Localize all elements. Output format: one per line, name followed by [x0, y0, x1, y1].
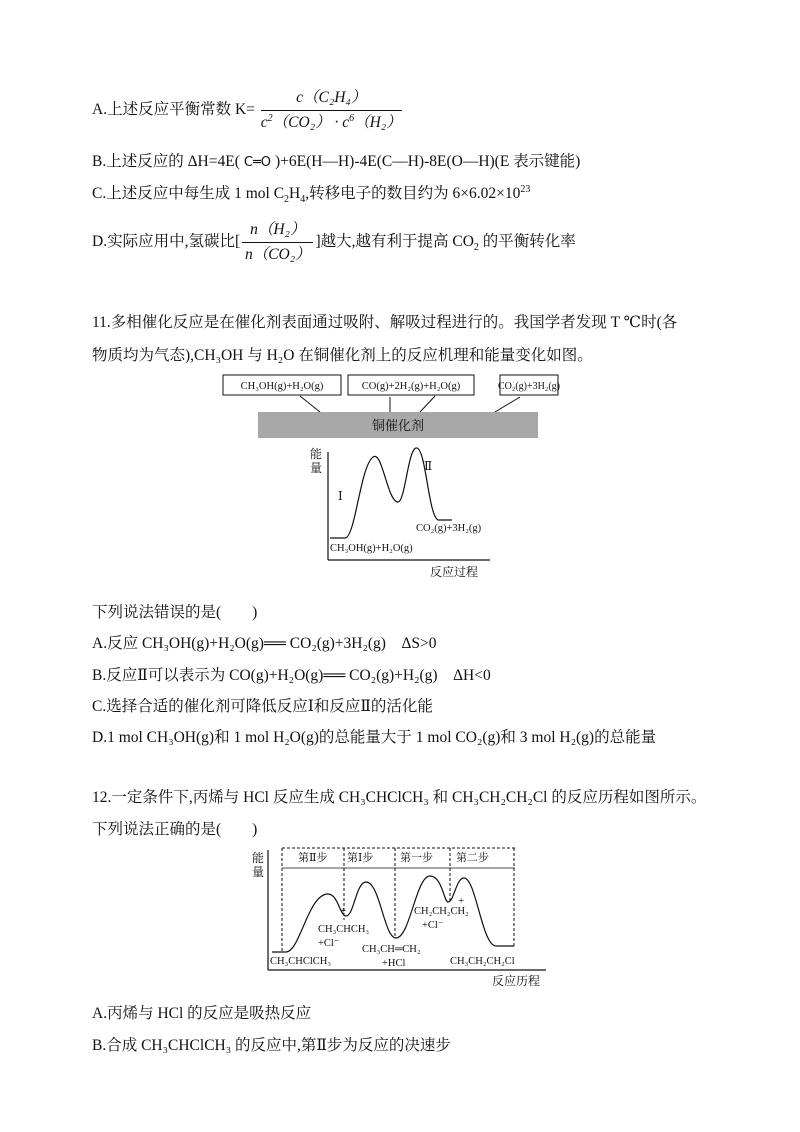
q11-option-c: C.选择合适的催化剂可降低反应Ⅰ和反应Ⅱ的活化能: [92, 698, 433, 715]
q12-step-label-1: 第Ⅱ步: [298, 852, 328, 864]
option-c-mid: H: [289, 185, 301, 202]
q11-box3: CO₂(g)+3H₂(g): [497, 381, 560, 392]
q12-option-a: A.丙烯与 HCl 的反应是吸热反应: [92, 1005, 312, 1022]
q11-stem-line2: 物质均为气态),CH₃OH 与 H₂O 在铜催化剂上的反应机理和能量变化如图。: [92, 347, 593, 364]
q11-reactant-label: CH₃OH(g)+H₂O(g): [330, 543, 413, 554]
option-b-pre: B.上述反应的 ΔH=4E(: [92, 153, 240, 170]
q12-pathway-diagram: [250, 842, 550, 990]
q11-box1: CH₃OH(g)+H₂O(g): [240, 381, 324, 392]
q11-y-label-2: 量: [310, 461, 323, 475]
q11-y-label-1: 能: [310, 447, 323, 461]
option-d: D.实际应用中,氢碳比[ $\frac{\text{n（H₂）}}{\text{n（CO₂）}}$ ]越大,越有利于提高 $CO_2$ 的平衡转化率: [92, 221, 576, 263]
q12-x-label: 反应历程: [492, 974, 541, 988]
fraction-denominator: $c^2(CO_2) \cdot c^6(H_2)$: [260, 112, 402, 131]
q12-plus-sign-1: +: [340, 905, 347, 917]
ratio-denominator: n（CO₂）: [244, 246, 311, 263]
q11-product-label: CO₂(g)+3H₂(g): [416, 523, 482, 534]
option-c-exp: 23: [520, 183, 531, 195]
option-d-pre: D.实际应用中,氢碳比[: [92, 233, 241, 251]
q12-product-2: CH₃CH₂CH₂Cl: [450, 956, 515, 967]
q11-peak2-label: Ⅱ: [424, 459, 433, 473]
q11-prompt: 下列说法错误的是( ): [92, 604, 258, 621]
q12-intermediate-1: CH₃CHCH₃: [318, 924, 370, 935]
q12-intermediate-2: CH₂CH₂CH₂: [414, 906, 469, 917]
q11-option-a: A.反应 CH₃OH(g)+H₂O(g)══ CO₂(g)+3H₂(g) ΔS>0: [92, 635, 437, 652]
option-b-post: )+6E(H—H)-4E(C—H)-8E(O—H)(E 表示键能): [275, 153, 581, 170]
q12-stem-line2: 下列说法正确的是( ): [92, 821, 258, 838]
q11-peak1-label: Ⅰ: [338, 489, 343, 503]
q12-step-label-4: 第二步: [456, 852, 489, 864]
option-d-post2: 的平衡转化率: [478, 233, 576, 251]
q12-stem-line1: 12.一定条件下,丙烯与 HCl 反应生成 CH₃CHClCH₃ 和 CH₃CH₂CH₂Cl 的反应历程如图所示。: [92, 789, 707, 806]
q12-energy-curve: [272, 876, 514, 952]
q12-plus-sign-2: +: [458, 895, 465, 907]
hydrogen-carbon-ratio: [242, 220, 313, 265]
q11-stem-line1: 11.多相催化反应是在催化剂表面通过吸附、解吸过程进行的。我国学者发现 T ℃时(各: [92, 314, 678, 331]
fraction-numerator: c（C₂H₄）: [261, 88, 402, 111]
ratio-numerator: n（H₂）: [242, 220, 313, 243]
q12-step-label-3: 第一步: [400, 852, 433, 864]
q12-hcl: +HCl: [382, 958, 406, 969]
q12-option-b: B.合成 CH₃CHClCH₃ 的反应中,第Ⅱ步为反应的决速步: [92, 1037, 451, 1054]
option-c: C.上述反应中每生成 1 mol $C_2H_4$,转移电子的数目约为 $6\times 6.02\times 10^{23}$: [92, 183, 531, 206]
q12-product-1: CH₃CHClCH₃: [270, 956, 332, 967]
q12-reactant: CH₃CH═CH₂: [362, 944, 421, 955]
option-b: [92, 152, 580, 173]
q12-cl-ion-1: +Cl⁻: [318, 938, 340, 949]
q11-catalyst-label: 铜催化剂: [371, 418, 425, 433]
option-c-post: ,转移电子的数目约为 6×6.02×10: [305, 185, 521, 202]
q11-option-b: B.反应Ⅱ可以表示为 CO(g)+H₂O(g)══ CO₂(g)+H₂(g) ΔH<0: [92, 667, 491, 684]
equilibrium-constant-fraction: [261, 88, 402, 133]
q12-step-label-2: 第Ⅰ步: [347, 852, 374, 864]
q11-x-label: 反应过程: [430, 565, 479, 579]
option-a-prefix: A.上述反应平衡常数 K=: [92, 101, 255, 119]
double-bond: C═O: [243, 155, 272, 170]
option-a: [92, 88, 404, 133]
q12-cl-ion-2: +Cl⁻: [422, 920, 444, 931]
q11-mechanism-diagram: [220, 370, 560, 585]
q12-y-label-2: 量: [252, 865, 265, 879]
q11-option-d: D.1 mol CH₃OH(g)和 1 mol H₂O(g)的总能量大于 1 mol CO₂(g)和 3 mol H₂(g)的总能量: [92, 729, 657, 746]
option-c-pre: C.上述反应中每生成 1 mol C: [92, 185, 285, 202]
q12-y-label-1: 能: [252, 851, 265, 865]
q11-box2: CO(g)+2H₂(g)+H₂O(g): [361, 381, 461, 392]
option-d-post1: ]越大,越有利于提高 CO: [315, 233, 474, 251]
